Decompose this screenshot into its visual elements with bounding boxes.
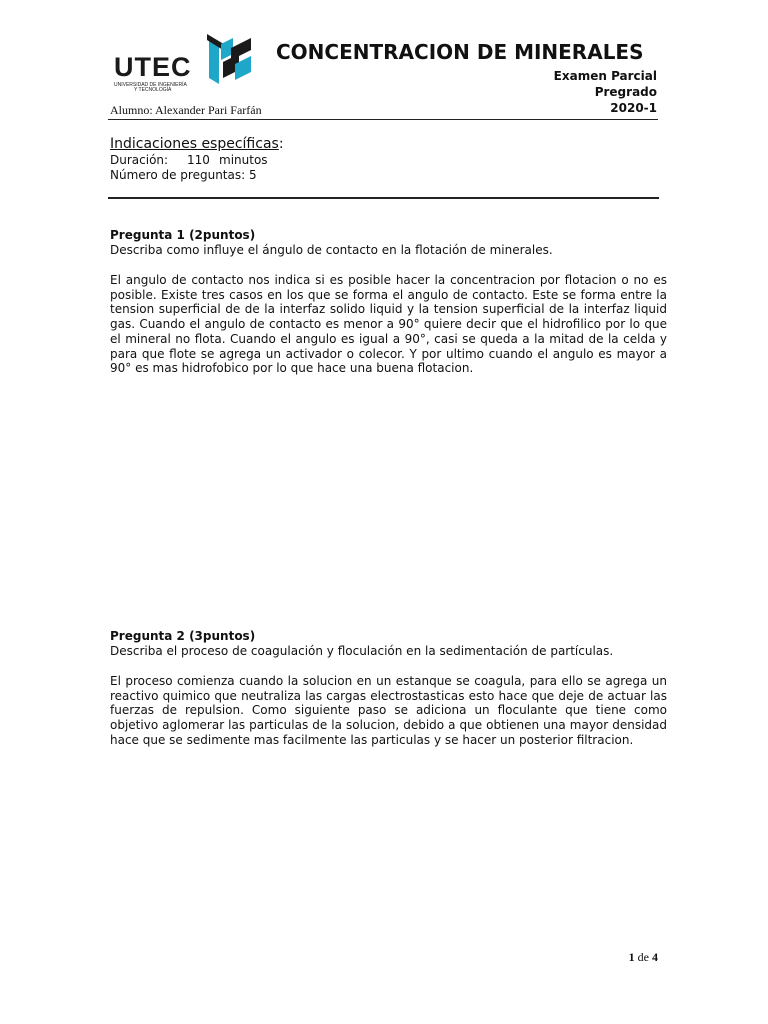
exam-type: Examen Parcial <box>553 69 657 83</box>
utec-emblem-icon <box>205 34 253 86</box>
logo-subtitle-line2: Y TECNOLOGÍA <box>134 87 172 93</box>
question-1-answer: El angulo de contacto nos indica si es posible hacer la concentracion por flotacion o no es posible. Existe tres casos en los que se forma el angulo de contacto. Este se forma entre la tension superficial de de la interfaz solido liquid y la tension superficial de la interfaz liquid gas. Cuando el angulo de contacto es menor a 90° quiere decir que el hidrofilico por lo que el mineral no flota. Cuando el angulo es igual a 90°, casi se queda a la mitad de la celda y para que flote se agrega un activador o colecor. Y por ultimo cuando el angulo es mayor a 90° es mas hidrofobico por lo que hace una buena flotacion. <box>110 273 667 376</box>
question-1-prompt: Describa como influye el ángulo de contacto en la flotación de minerales. <box>110 243 553 257</box>
exam-level: Pregrado <box>594 85 657 99</box>
utec-logo <box>110 34 260 94</box>
student-name: Alumno: Alexander Pari Farfán <box>110 103 262 117</box>
instructions-divider <box>108 197 659 199</box>
duration-value: 110 <box>187 153 210 167</box>
logo-subtitle <box>114 83 187 93</box>
question-2-prompt: Describa el proceso de coagulación y floculación en la sedimentación de partículas. <box>110 644 614 658</box>
duration-unit: minutos <box>219 153 268 167</box>
question-1-heading: Pregunta 1 (2puntos) <box>110 228 256 242</box>
header-divider <box>108 119 658 120</box>
instructions-title-text: Indicaciones específicas <box>110 136 279 152</box>
page-sep: de <box>637 950 649 964</box>
instructions-title-colon: : <box>278 136 284 152</box>
duration-label: Duración: <box>110 153 169 167</box>
document-title: CONCENTRACION DE MINERALES <box>276 40 644 64</box>
instructions-title <box>110 136 284 152</box>
page-current: 1 <box>628 950 635 964</box>
logo-text: UTEC <box>114 52 192 82</box>
question-2-heading: Pregunta 2 (3puntos) <box>110 629 256 643</box>
logo-subtitle-line1: UNIVERSIDAD DE INGENIERÍA <box>114 82 187 88</box>
page-number <box>629 950 658 965</box>
questions-count: Número de preguntas: 5 <box>110 168 257 182</box>
question-2-answer: El proceso comienza cuando la solucion en un estanque se coagula, para ello se agrega un reactivo quimico que neutraliza las cargas electrostasticas esto hace que deje de actuar las fuerzas de repulsion. Como siguiente paso se adiciona un floculante que tiene como objetivo aglomerar las particulas de la solucion, debido a que obtienen una mayor densidad hace que se sedimente mas facilmente las particulas y se hacer un posterior filtracion. <box>110 674 667 747</box>
exam-meta <box>554 68 657 116</box>
exam-term: 2020-1 <box>610 101 657 115</box>
page-total: 4 <box>652 950 658 964</box>
